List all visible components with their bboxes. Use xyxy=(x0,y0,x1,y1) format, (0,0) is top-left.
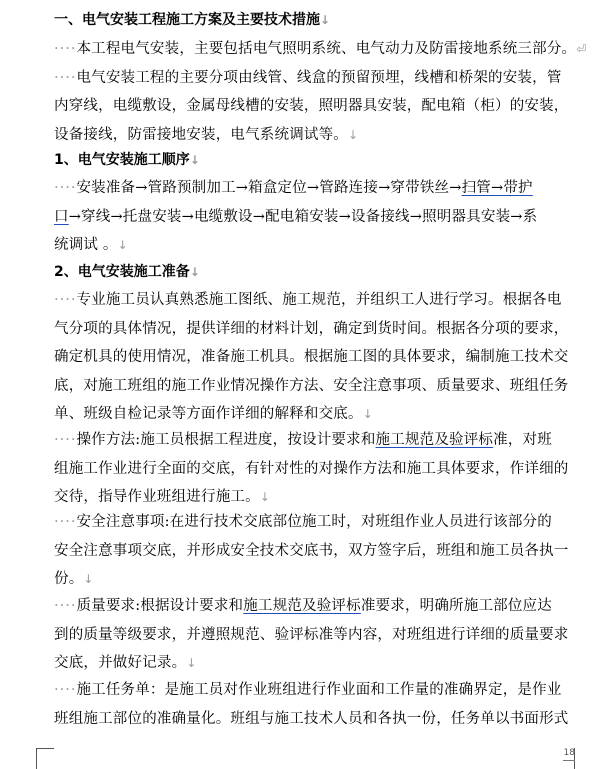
page-number: 18 xyxy=(563,748,575,758)
quality-paragraph: ····质量要求:根据设计要求和施工规范及验评标准要求，明确所施工部位应达 到的质量等级要求，并遵照规范、验评标准等内容，对班组进行详细的质量要求 交底，并做好记录。↓ xyxy=(54,598,569,672)
preparation-paragraph: ····专业施工员认真熟悉施工图纸、施工规范，并组织工人进行学习。根据各电 气分项的具体情况，提供详细的材料计划，确定到货时间。根据各分项的要求， 确定机具的使用情况，准备施工机具。根据施工图的具体要求，编制施工技术交 底，对施工班组的施工作业情况操作方法、安全注意事项、质量要求、班组任务 单、班级自检记录等方面作详细的解释和交底。↓ xyxy=(54,292,569,423)
crop-mark-left-horizontal xyxy=(36,748,54,749)
section-title: 一、电气安装工程施工方案及主要技术措施↓ xyxy=(54,12,331,28)
operation-method-paragraph: ····操作方法:施工员根据工程进度，按设计要求和施工规范及验评标准，对班 组施工作业进行全面的交底，有针对性的对操作方法和施工具体要求，作详细的 交待，指导作业班组进行施工。↓ xyxy=(54,432,569,506)
sequence-paragraph: ····安装准备→管路预制加工→箱盒定位→管路连接→穿带铁丝→扫管→带护 口→穿线→托盘安装→电缆敷设→配电箱安装→设备接线→照明器具安装→系 统调试 。↓ xyxy=(54,180,538,254)
crop-mark-left-vertical xyxy=(36,748,37,769)
safety-paragraph: ····安全注意事项:在进行技术交底部位施工时，对班组作业人员进行该部分的 安全注意事项交底，并形成安全技术交底书，双方签字后，班组和施工员各执一 份。↓ xyxy=(54,514,569,588)
intro-paragraph: ····本工程电气安装，主要包括电气照明系统、电气动力及防雷接地系统三部分。⏎ ····电气安装工程的主要分项由线管、线盒的预留预埋，线槽和桥架的安装，管 内穿线，电缆敷设，金属母线槽的安装，照明器具安装，配电箱（柜）的安装， 设备接线，防雷接地安装，电气系统调试等。↓ xyxy=(54,41,587,143)
page-number-rule xyxy=(563,760,575,761)
subsection-title-2: 2、电气安装施工准备↓ xyxy=(54,264,200,280)
subsection-title-1: 1、电气安装施工顺序↓ xyxy=(54,152,200,168)
task-paragraph: ····施工任务单：是施工员对作业班组进行作业面和工作量的准确界定，是作业 班组施工部位的准确量化。班组与施工技术人员和各执一份，任务单以书面形式 xyxy=(54,682,569,727)
